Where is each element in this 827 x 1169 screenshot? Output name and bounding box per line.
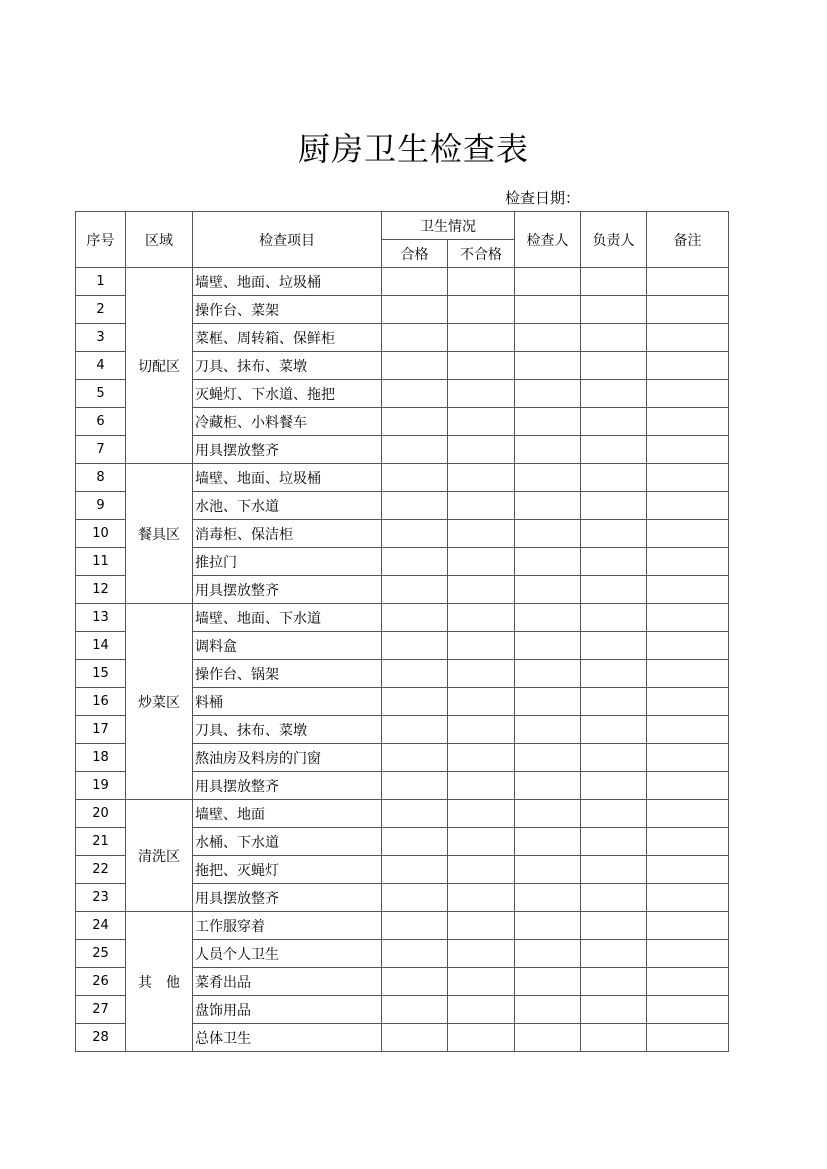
- pass-cell[interactable]: [382, 436, 448, 464]
- remark-cell[interactable]: [647, 884, 729, 912]
- header-hygiene: 卫生情况: [382, 212, 515, 240]
- fail-cell[interactable]: [448, 660, 515, 688]
- pass-cell[interactable]: [382, 772, 448, 800]
- fail-cell[interactable]: [448, 856, 515, 884]
- row-seq: 28: [76, 1024, 126, 1052]
- area-cell: 其 他: [126, 912, 193, 1052]
- inspector-cell[interactable]: [515, 632, 581, 660]
- fail-cell[interactable]: [448, 688, 515, 716]
- check-item: 水池、下水道: [193, 492, 382, 520]
- row-seq: 4: [76, 352, 126, 380]
- responsible-cell[interactable]: [581, 772, 647, 800]
- responsible-cell[interactable]: [581, 492, 647, 520]
- fail-cell[interactable]: [448, 632, 515, 660]
- row-seq: 6: [76, 408, 126, 436]
- fail-cell[interactable]: [448, 492, 515, 520]
- check-item: 菜肴出品: [193, 968, 382, 996]
- inspector-cell[interactable]: [515, 772, 581, 800]
- inspector-cell[interactable]: [515, 548, 581, 576]
- row-seq: 5: [76, 380, 126, 408]
- fail-cell[interactable]: [448, 576, 515, 604]
- pass-cell[interactable]: [382, 268, 448, 296]
- row-seq: 20: [76, 800, 126, 828]
- row-seq: 1: [76, 268, 126, 296]
- fail-cell[interactable]: [448, 772, 515, 800]
- responsible-cell[interactable]: [581, 604, 647, 632]
- remark-cell[interactable]: [647, 772, 729, 800]
- responsible-cell[interactable]: [581, 352, 647, 380]
- fail-cell[interactable]: [448, 352, 515, 380]
- remark-cell[interactable]: [647, 828, 729, 856]
- fail-cell[interactable]: [448, 436, 515, 464]
- inspector-cell[interactable]: [515, 296, 581, 324]
- check-item: 水桶、下水道: [193, 828, 382, 856]
- fail-cell[interactable]: [448, 604, 515, 632]
- header-pass: 合格: [382, 240, 448, 268]
- pass-cell[interactable]: [382, 296, 448, 324]
- pass-cell[interactable]: [382, 324, 448, 352]
- remark-cell[interactable]: [647, 660, 729, 688]
- table-body: [76, 268, 729, 1052]
- fail-cell[interactable]: [448, 968, 515, 996]
- fail-cell[interactable]: [448, 520, 515, 548]
- check-item: 用具摆放整齐: [193, 436, 382, 464]
- pass-cell[interactable]: [382, 688, 448, 716]
- inspector-cell[interactable]: [515, 520, 581, 548]
- check-item: 总体卫生: [193, 1024, 382, 1052]
- fail-cell[interactable]: [448, 828, 515, 856]
- fail-cell[interactable]: [448, 1024, 515, 1052]
- pass-cell[interactable]: [382, 912, 448, 940]
- inspector-cell[interactable]: [515, 884, 581, 912]
- row-seq: 9: [76, 492, 126, 520]
- check-item: 熬油房及料房的门窗: [193, 744, 382, 772]
- inspector-cell[interactable]: [515, 576, 581, 604]
- header-area: 区域: [126, 212, 193, 268]
- row-seq: 13: [76, 604, 126, 632]
- fail-cell[interactable]: [448, 996, 515, 1024]
- inspector-cell[interactable]: [515, 1024, 581, 1052]
- pass-cell[interactable]: [382, 408, 448, 436]
- row-seq: 19: [76, 772, 126, 800]
- inspector-cell[interactable]: [515, 968, 581, 996]
- pass-cell[interactable]: [382, 828, 448, 856]
- responsible-cell[interactable]: [581, 828, 647, 856]
- responsible-cell[interactable]: [581, 548, 647, 576]
- pass-cell[interactable]: [382, 632, 448, 660]
- fail-cell[interactable]: [448, 548, 515, 576]
- inspector-cell[interactable]: [515, 744, 581, 772]
- fail-cell[interactable]: [448, 408, 515, 436]
- responsible-cell[interactable]: [581, 408, 647, 436]
- table-row: [76, 464, 729, 492]
- fail-cell[interactable]: [448, 380, 515, 408]
- area-cell: 切配区: [126, 268, 193, 464]
- inspector-cell[interactable]: [515, 912, 581, 940]
- remark-cell[interactable]: [647, 548, 729, 576]
- row-seq: 2: [76, 296, 126, 324]
- inspector-cell[interactable]: [515, 492, 581, 520]
- fail-cell[interactable]: [448, 324, 515, 352]
- remark-cell[interactable]: [647, 604, 729, 632]
- remark-cell[interactable]: [647, 800, 729, 828]
- inspector-cell[interactable]: [515, 380, 581, 408]
- responsible-cell[interactable]: [581, 380, 647, 408]
- remark-cell[interactable]: [647, 436, 729, 464]
- responsible-cell[interactable]: [581, 996, 647, 1024]
- pass-cell[interactable]: [382, 884, 448, 912]
- remark-cell[interactable]: [647, 520, 729, 548]
- check-item: 推拉门: [193, 548, 382, 576]
- row-seq: 24: [76, 912, 126, 940]
- row-seq: 11: [76, 548, 126, 576]
- responsible-cell[interactable]: [581, 884, 647, 912]
- responsible-cell[interactable]: [581, 660, 647, 688]
- pass-cell[interactable]: [382, 744, 448, 772]
- pass-cell[interactable]: [382, 492, 448, 520]
- pass-cell[interactable]: [382, 968, 448, 996]
- check-item: 工作服穿着: [193, 912, 382, 940]
- responsible-cell[interactable]: [581, 520, 647, 548]
- fail-cell[interactable]: [448, 268, 515, 296]
- responsible-cell[interactable]: [581, 744, 647, 772]
- remark-cell[interactable]: [647, 464, 729, 492]
- pass-cell[interactable]: [382, 856, 448, 884]
- inspector-cell[interactable]: [515, 688, 581, 716]
- inspector-cell[interactable]: [515, 604, 581, 632]
- check-item: 冷藏柜、小料餐车: [193, 408, 382, 436]
- row-seq: 18: [76, 744, 126, 772]
- inspector-cell[interactable]: [515, 940, 581, 968]
- remark-cell[interactable]: [647, 940, 729, 968]
- remark-cell[interactable]: [647, 688, 729, 716]
- area-cell: 清洗区: [126, 800, 193, 912]
- inspector-cell[interactable]: [515, 856, 581, 884]
- row-seq: 10: [76, 520, 126, 548]
- row-seq: 7: [76, 436, 126, 464]
- inspector-cell[interactable]: [515, 996, 581, 1024]
- header-seq: 序号: [76, 212, 126, 268]
- fail-cell[interactable]: [448, 464, 515, 492]
- responsible-cell[interactable]: [581, 632, 647, 660]
- fail-cell[interactable]: [448, 716, 515, 744]
- remark-cell[interactable]: [647, 1024, 729, 1052]
- row-seq: 25: [76, 940, 126, 968]
- row-seq: 3: [76, 324, 126, 352]
- check-item: 墙壁、地面、下水道: [193, 604, 382, 632]
- responsible-cell[interactable]: [581, 576, 647, 604]
- check-item: 拖把、灭蝇灯: [193, 856, 382, 884]
- check-item: 消毒柜、保洁柜: [193, 520, 382, 548]
- row-seq: 22: [76, 856, 126, 884]
- remark-cell[interactable]: [647, 408, 729, 436]
- row-seq: 23: [76, 884, 126, 912]
- row-seq: 15: [76, 660, 126, 688]
- responsible-cell[interactable]: [581, 464, 647, 492]
- inspector-cell[interactable]: [515, 436, 581, 464]
- check-item: 用具摆放整齐: [193, 576, 382, 604]
- row-seq: 26: [76, 968, 126, 996]
- responsible-cell[interactable]: [581, 968, 647, 996]
- table-row: [76, 912, 729, 940]
- check-item: 菜框、周转箱、保鲜柜: [193, 324, 382, 352]
- check-item: 操作台、锅架: [193, 660, 382, 688]
- pass-cell[interactable]: [382, 996, 448, 1024]
- area-cell: 餐具区: [126, 464, 193, 604]
- responsible-cell[interactable]: [581, 436, 647, 464]
- responsible-cell[interactable]: [581, 856, 647, 884]
- row-seq: 27: [76, 996, 126, 1024]
- remark-cell[interactable]: [647, 912, 729, 940]
- remark-cell[interactable]: [647, 296, 729, 324]
- responsible-cell[interactable]: [581, 800, 647, 828]
- header-fail: 不合格: [448, 240, 515, 268]
- remark-cell[interactable]: [647, 716, 729, 744]
- inspector-cell[interactable]: [515, 716, 581, 744]
- header-row-1: [76, 212, 729, 240]
- pass-cell[interactable]: [382, 464, 448, 492]
- header-inspector: 检查人: [515, 212, 581, 268]
- fail-cell[interactable]: [448, 940, 515, 968]
- check-item: 盘饰用品: [193, 996, 382, 1024]
- inspector-cell[interactable]: [515, 464, 581, 492]
- fail-cell[interactable]: [448, 884, 515, 912]
- inspection-table: [75, 211, 729, 1052]
- check-item: 墙壁、地面、垃圾桶: [193, 268, 382, 296]
- pass-cell[interactable]: [382, 548, 448, 576]
- pass-cell[interactable]: [382, 576, 448, 604]
- remark-cell[interactable]: [647, 576, 729, 604]
- pass-cell[interactable]: [382, 940, 448, 968]
- row-seq: 16: [76, 688, 126, 716]
- pass-cell[interactable]: [382, 380, 448, 408]
- header-responsible: 负责人: [581, 212, 647, 268]
- pass-cell[interactable]: [382, 352, 448, 380]
- fail-cell[interactable]: [448, 912, 515, 940]
- inspector-cell[interactable]: [515, 268, 581, 296]
- header-remark: 备注: [647, 212, 729, 268]
- table-row: [76, 604, 729, 632]
- remark-cell[interactable]: [647, 856, 729, 884]
- row-seq: 17: [76, 716, 126, 744]
- inspector-cell[interactable]: [515, 324, 581, 352]
- pass-cell[interactable]: [382, 520, 448, 548]
- check-item: 刀具、抹布、菜墩: [193, 352, 382, 380]
- responsible-cell[interactable]: [581, 324, 647, 352]
- row-seq: 21: [76, 828, 126, 856]
- remark-cell[interactable]: [647, 632, 729, 660]
- row-seq: 12: [76, 576, 126, 604]
- check-item: 墙壁、地面: [193, 800, 382, 828]
- responsible-cell[interactable]: [581, 716, 647, 744]
- remark-cell[interactable]: [647, 996, 729, 1024]
- check-item: 用具摆放整齐: [193, 772, 382, 800]
- responsible-cell[interactable]: [581, 688, 647, 716]
- pass-cell[interactable]: [382, 660, 448, 688]
- remark-cell[interactable]: [647, 380, 729, 408]
- inspector-cell[interactable]: [515, 660, 581, 688]
- check-item: 墙壁、地面、垃圾桶: [193, 464, 382, 492]
- responsible-cell[interactable]: [581, 940, 647, 968]
- pass-cell[interactable]: [382, 604, 448, 632]
- check-item: 料桶: [193, 688, 382, 716]
- pass-cell[interactable]: [382, 800, 448, 828]
- inspection-date-label: 检查日期：: [505, 189, 581, 207]
- row-seq: 8: [76, 464, 126, 492]
- inspector-cell[interactable]: [515, 352, 581, 380]
- pass-cell[interactable]: [382, 716, 448, 744]
- responsible-cell[interactable]: [581, 912, 647, 940]
- fail-cell[interactable]: [448, 744, 515, 772]
- area-cell: 炒菜区: [126, 604, 193, 800]
- pass-cell[interactable]: [382, 1024, 448, 1052]
- remark-cell[interactable]: [647, 324, 729, 352]
- row-seq: 14: [76, 632, 126, 660]
- check-item: 人员个人卫生: [193, 940, 382, 968]
- check-item: 调料盒: [193, 632, 382, 660]
- remark-cell[interactable]: [647, 352, 729, 380]
- fail-cell[interactable]: [448, 800, 515, 828]
- responsible-cell[interactable]: [581, 268, 647, 296]
- inspector-cell[interactable]: [515, 828, 581, 856]
- inspector-cell[interactable]: [515, 408, 581, 436]
- remark-cell[interactable]: [647, 268, 729, 296]
- table-row: [76, 800, 729, 828]
- responsible-cell[interactable]: [581, 1024, 647, 1052]
- table-row: [76, 268, 729, 296]
- inspector-cell[interactable]: [515, 800, 581, 828]
- page-title: 厨房卫生检查表: [297, 130, 529, 168]
- remark-cell[interactable]: [647, 492, 729, 520]
- check-item: 操作台、菜架: [193, 296, 382, 324]
- header-item: 检查项目: [193, 212, 382, 268]
- check-item: 刀具、抹布、菜墩: [193, 716, 382, 744]
- remark-cell[interactable]: [647, 968, 729, 996]
- check-item: 灭蝇灯、下水道、拖把: [193, 380, 382, 408]
- responsible-cell[interactable]: [581, 296, 647, 324]
- check-item: 用具摆放整齐: [193, 884, 382, 912]
- remark-cell[interactable]: [647, 744, 729, 772]
- fail-cell[interactable]: [448, 296, 515, 324]
